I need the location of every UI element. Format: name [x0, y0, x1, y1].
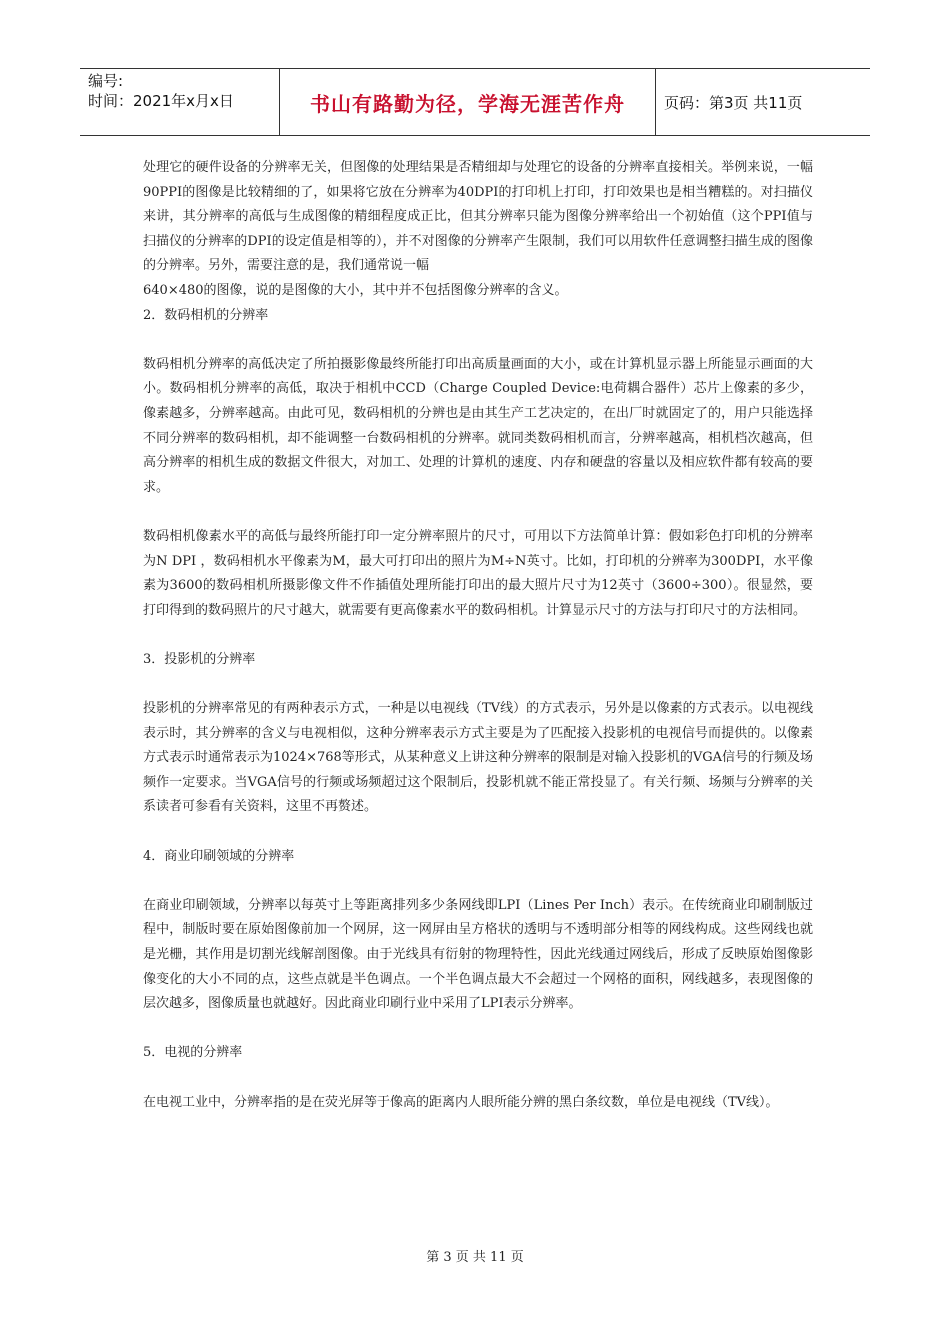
- header-motto: 书山有路勤为径，学海无涯苦作舟: [280, 69, 656, 135]
- page-footer: 第 3 页 共 11 页: [426, 1250, 524, 1265]
- paragraph-spacer: [143, 1066, 813, 1091]
- document-body: [143, 156, 813, 1115]
- paragraph-image-size-note: 640×480的图像，说的是图像的大小，其中并不包括图像分辨率的含义。: [143, 282, 568, 298]
- paragraph-spacer: [143, 672, 813, 697]
- section-heading-camera: 2．数码相机的分辨率: [143, 307, 269, 323]
- paragraph-tv-resolution: 在电视工业中，分辨率指的是在荧光屏等于像高的距离内人眼所能分辨的黑白条纹数，单位是电视线（TV线）。: [143, 1094, 779, 1110]
- section-heading-tv: 5．电视的分辨率: [143, 1045, 243, 1061]
- paragraph-spacer: [143, 623, 813, 648]
- document-number-label: 编号:: [88, 72, 124, 90]
- paragraph-spacer: [143, 328, 813, 353]
- header-page-info: 页码：第3页 共11页: [664, 93, 803, 112]
- paragraph-print-size: 数码相机像素水平的高低与最终所能打印一定分辨率照片的尺寸，可用以下方法简单计算：假如彩色打印机的分辨率为N DPI ，数码相机水平像素为M，最大可打印出的照片为M÷N英寸。比如，打印机的分辨率为300DPI，水平像素为3600的数码相机所摄影像文件不作插值处理所能打印出的最大照片尺寸为12英寸（3600÷300）。很显然，要打印得到的数码照片的尺寸越大，就需要有更高像素水平的数码相机。计算显示尺寸的方法与打印尺寸的方法相同。: [143, 528, 813, 618]
- section-heading-printing: 4．商业印刷领域的分辨率: [143, 848, 295, 864]
- paragraph-spacer: [143, 500, 813, 525]
- page-header: [80, 68, 870, 136]
- paragraph-projector-resolution: 投影机的分辨率常见的有两种表示方式，一种是以电视线（TV线）的方式表示，另外是以像素的方式表示。以电视线表示时，其分辨率的含义与电视相似，这种分辨率表示方式主要是为了匹配接入投影机的电视信号而提供的。以像素方式表示时通常表示为1024×768等形式，从某种意义上讲这种分辨率的限制是对输入投影机的VGA信号的行频及场频作一定要求。当VGA信号的行频或场频超过这个限制后，投影机就不能正常投显了。有关行频、场频与分辨率的关系读者可参看有关资料，这里不再赘述。: [143, 701, 813, 815]
- paragraph-spacer: [143, 820, 813, 845]
- document-date: 时间：2021年x月x日: [88, 92, 234, 110]
- paragraph-camera-resolution: 数码相机分辨率的高低决定了所拍摄影像最终所能打印出高质量画面的大小，或在计算机显示器上所能显示画面的大小。数码相机分辨率的高低，取决于相机中CCD（Charge Coupled Device:电荷耦合器件）芯片上像素的多少，像素越多，分辨率越高。由此可见，数码相机的分辨也是由其生产工艺决定的，在出厂时就固定了的，用户只能选择不同分辨率的数码相机，却不能调整一台数码相机的分辨率。就同类数码相机而言，分辨率越高，相机档次越高，但高分辨率的相机生成的数据文件很大，对加工、处理的计算机的速度、内存和硬盘的容量以及相应软件都有较高的要求。: [143, 356, 813, 495]
- section-heading-projector: 3．投影机的分辨率: [143, 651, 256, 667]
- paragraph-spacer: [143, 1017, 813, 1042]
- paragraph-intro-continued: 处理它的硬件设备的分辨率无关，但图像的处理结果是否精细却与处理它的设备的分辨率直接相关。举例来说，一幅90PPI的图像是比较精细的了，如果将它放在分辨率为40DPI的打印机上打印，打印效果也是相当糟糕的。对扫描仪来讲，其分辨率的高低与生成图像的精细程度成正比，但其分辨率只能为图像分辨率给出一个初始值（这个PPI值与扫描仪的分辨率的DPI的设定值是相等的），并不对图像的分辨率产生限制，我们可以用软件任意调整扫描生成的图像的分辨率。另外，需要注意的是，我们通常说一幅: [143, 160, 813, 274]
- paragraph-spacer: [143, 869, 813, 894]
- header-meta: [80, 69, 280, 135]
- paragraph-printing-resolution: 在商业印刷领域，分辨率以每英寸上等距离排列多少条网线即LPI（Lines Per Inch）表示。在传统商业印刷制版过程中，制版时要在原始图像前加一个网屏，这一网屏由呈方格状的透明与不透明部分相等的网线构成。这些网线也就是光栅，其作用是切割光线解剖图像。由于光线具有衍射的物理特性，因此光线通过网线后，形成了反映原始图像影像变化的大小不同的点，这些点就是半色调点。一个半色调点最大不会超过一个网格的面积，网线越多，表现图像的层次越多，图像质量也就越好。因此商业印刷行业中采用了LPI表示分辨率。: [143, 897, 813, 1012]
